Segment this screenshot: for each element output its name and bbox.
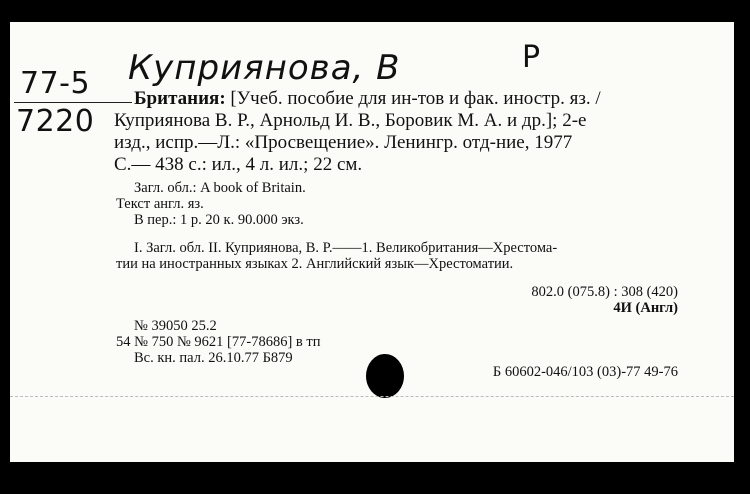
entry-title-rest: [Учеб. пособие для ин-тов и фак. иностр. яз. / [230,88,601,109]
card-bottom-line [10,396,734,397]
catalog-card [10,22,734,462]
punch-hole [366,354,404,398]
shelf-mark-bottom: 7220 [16,104,95,139]
entry-line-1 [134,88,601,110]
handwritten-author: Куприянова, В [128,48,401,88]
entry-line-3: изд., испр.—Л.: «Просвещение». Ленингр. отд-ние, 1977 [114,132,573,153]
note-language: Текст англ. яз. [116,196,204,212]
note-cover-title: Загл. обл.: A book of Britain. [134,180,306,196]
entry-title: Британия: [134,88,226,109]
bbk-code: 4И (Англ) [613,300,678,316]
record-number: № 39050 25.2 [134,318,217,334]
udc-code: 802.0 (075.8) : 308 (420) [531,284,678,300]
registration-date: Вс. кн. пал. 26.10.77 Б879 [134,350,293,366]
shelf-mark-top: 77-5 [20,66,91,101]
tracings-line-1: I. Загл. обл. II. Куприянова, В. Р.——1. Великобритания—Хрестома- [134,240,558,256]
entry-line-4: С.— 438 с.: ил., 4 л. ил.; 22 см. [114,154,363,175]
order-number: 54 № 750 № 9621 [77-78686] в тп [116,334,321,350]
shelf-mark-divider [14,102,132,103]
note-price: В пер.: 1 р. 20 к. 90.000 экз. [134,212,304,228]
handwritten-letter: Р [522,40,541,75]
entry-line-2: Куприянова В. Р., Арнольд И. В., Боровик М. А. и др.]; 2-е [114,110,587,131]
tracings-line-2: тии на иностранных языках 2. Английский язык—Хрестоматии. [116,256,514,272]
publisher-code: Б 60602-046/103 (03)-77 49-76 [492,364,678,380]
